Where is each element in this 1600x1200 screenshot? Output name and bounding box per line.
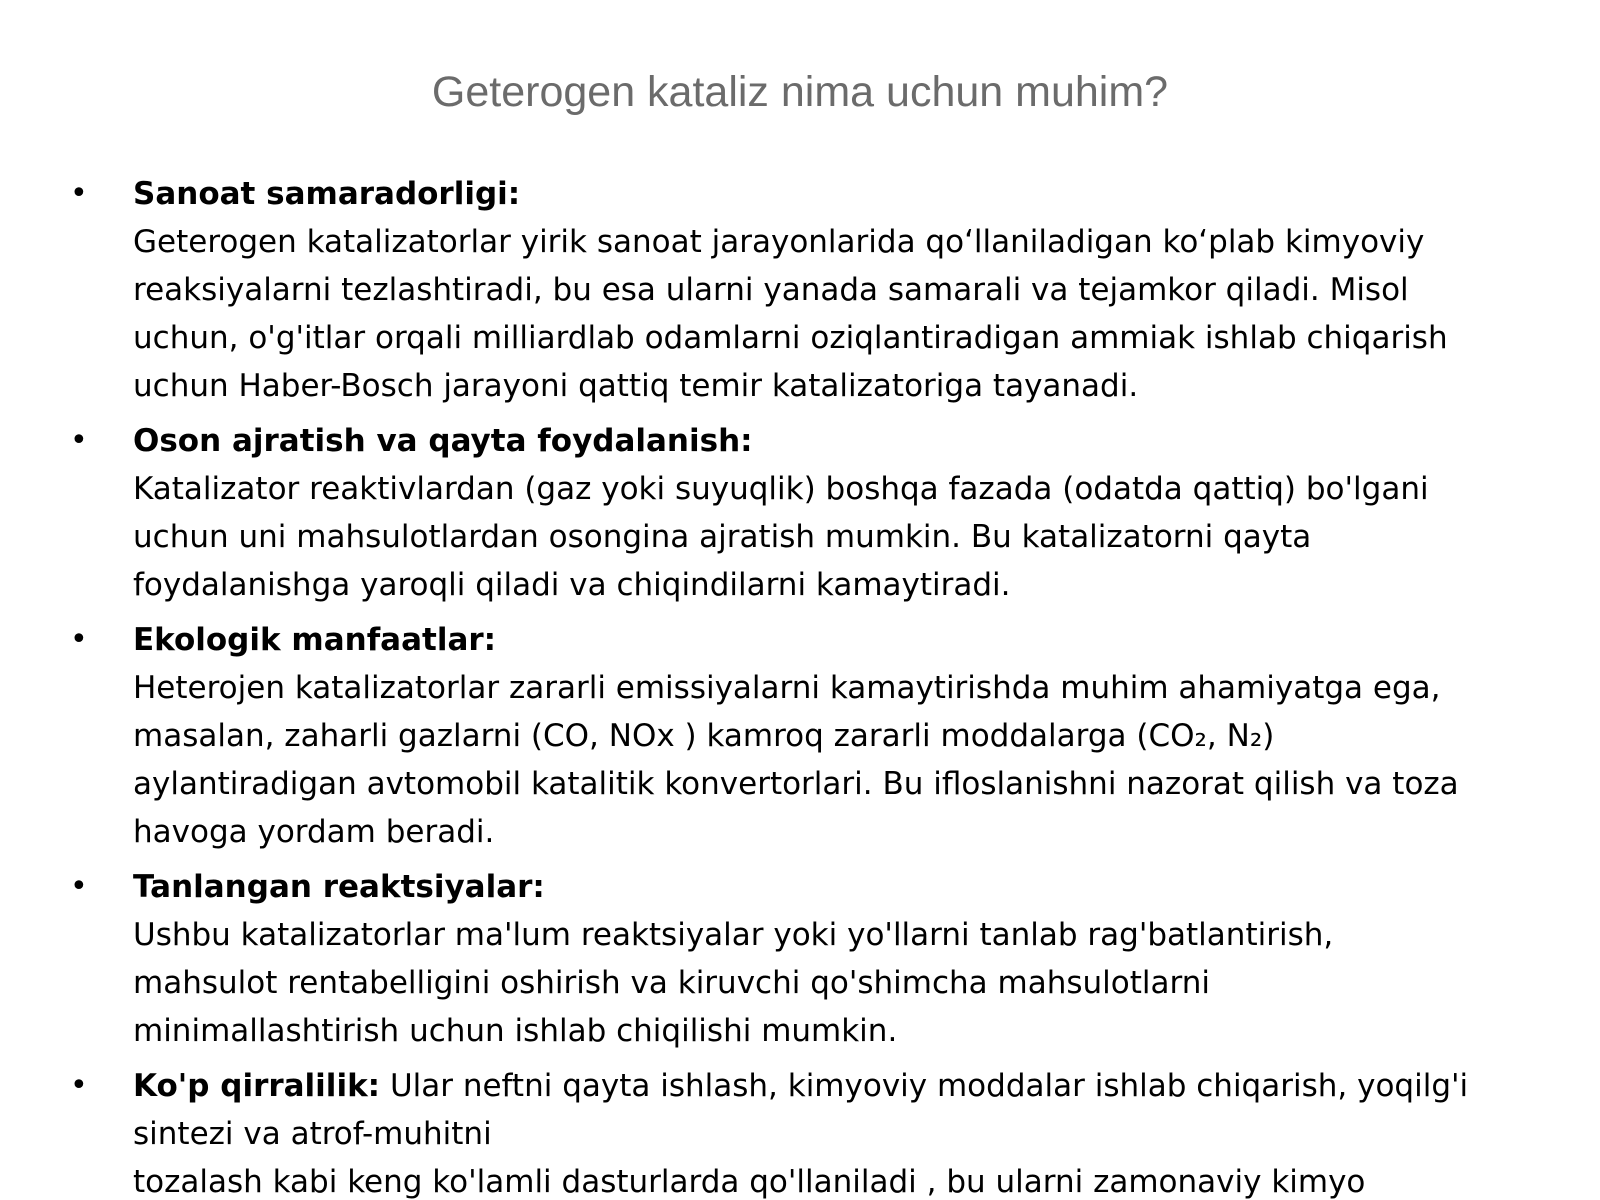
bullet-item-easy-separation [0, 417, 1600, 609]
bullet-item-industrial-efficiency [0, 170, 1600, 410]
bullet-heading: Ko'p qirralilik: [133, 1068, 381, 1104]
bullet-dot-icon: • [70, 1068, 88, 1103]
bullet-dot-icon: • [70, 423, 88, 458]
bullet-text: Ular neftni qayta ishlash, kimyoviy moddalar ishlab chiqarish, yoqilg'i sintezi va atrof-muhitni [133, 1068, 1469, 1152]
bullet-heading: Sanoat samaradorligi: [133, 176, 521, 212]
bullet-item-versatility [0, 1062, 1600, 1200]
bullet-heading: Tanlangan reaktsiyalar: [133, 869, 545, 905]
bullet-text: Ushbu katalizatorlar ma'lum reaktsiyalar yoki yo'llarni tanlab rag'batlantirish, mahsulot rentabelligini oshirish va kiruvchi qo'shimcha mahsulotlarni minimallashtirish uchun ishlab chiqilishi mumkin. [133, 917, 1334, 1049]
bullet-text: Katalizator reaktivlardan (gaz yoki suyuqlik) boshqa fazada (odatda qattiq) bo'lgani uchun uni mahsulotlardan osongina ajratish mumkin. Bu katalizatorni qayta foydalanishga yaroqli qiladi va chiqindilarni kamaytiradi. [133, 471, 1429, 603]
bullet-heading: Oson ajratish va qayta foydalanish: [133, 423, 753, 459]
bullet-item-ecological-benefits [0, 616, 1600, 856]
bullet-dot-icon: • [70, 622, 88, 657]
bullet-dot-icon: • [70, 869, 88, 904]
bullet-text: Heterojen katalizatorlar zararli emissiyalarni kamaytirishda muhim ahamiyatga ega, masalan, zaharli gazlarni (CO, NOx ) kamroq zararli moddalarga (CO₂, N₂) aylantiradigan avtomobil katalitik konvertorlari. Bu ifloslanishni nazorat qilish va toza havoga yordam beradi. [133, 670, 1459, 850]
bullet-item-selected-reactions [0, 863, 1600, 1055]
bullet-dot-icon: • [70, 176, 88, 211]
bullet-text-continued: tozalash kabi keng ko'lamli dasturlarda qo'llaniladi , bu ularni zamonaviy kimyo [133, 1164, 1366, 1200]
bullet-heading: Ekologik manfaatlar: [133, 622, 497, 658]
bullet-text: Geterogen katalizatorlar yirik sanoat jarayonlarida qo‘llaniladigan ko‘plab kimyoviy reaksiyalarni tezlashtiradi, bu esa ularni yanada samarali va tejamkor qiladi. Misol uchun, o'g'itlar orqali milliardlab odamlarni oziqlantiradigan ammiak ishlab chiqarish uchun Haber-Bosch jarayoni qattiq temir katalizatoriga tayanadi. [133, 224, 1448, 404]
bullet-list [0, 170, 1600, 1200]
slide-title: Geterogen kataliz nima uchun muhim? [431, 68, 1169, 116]
